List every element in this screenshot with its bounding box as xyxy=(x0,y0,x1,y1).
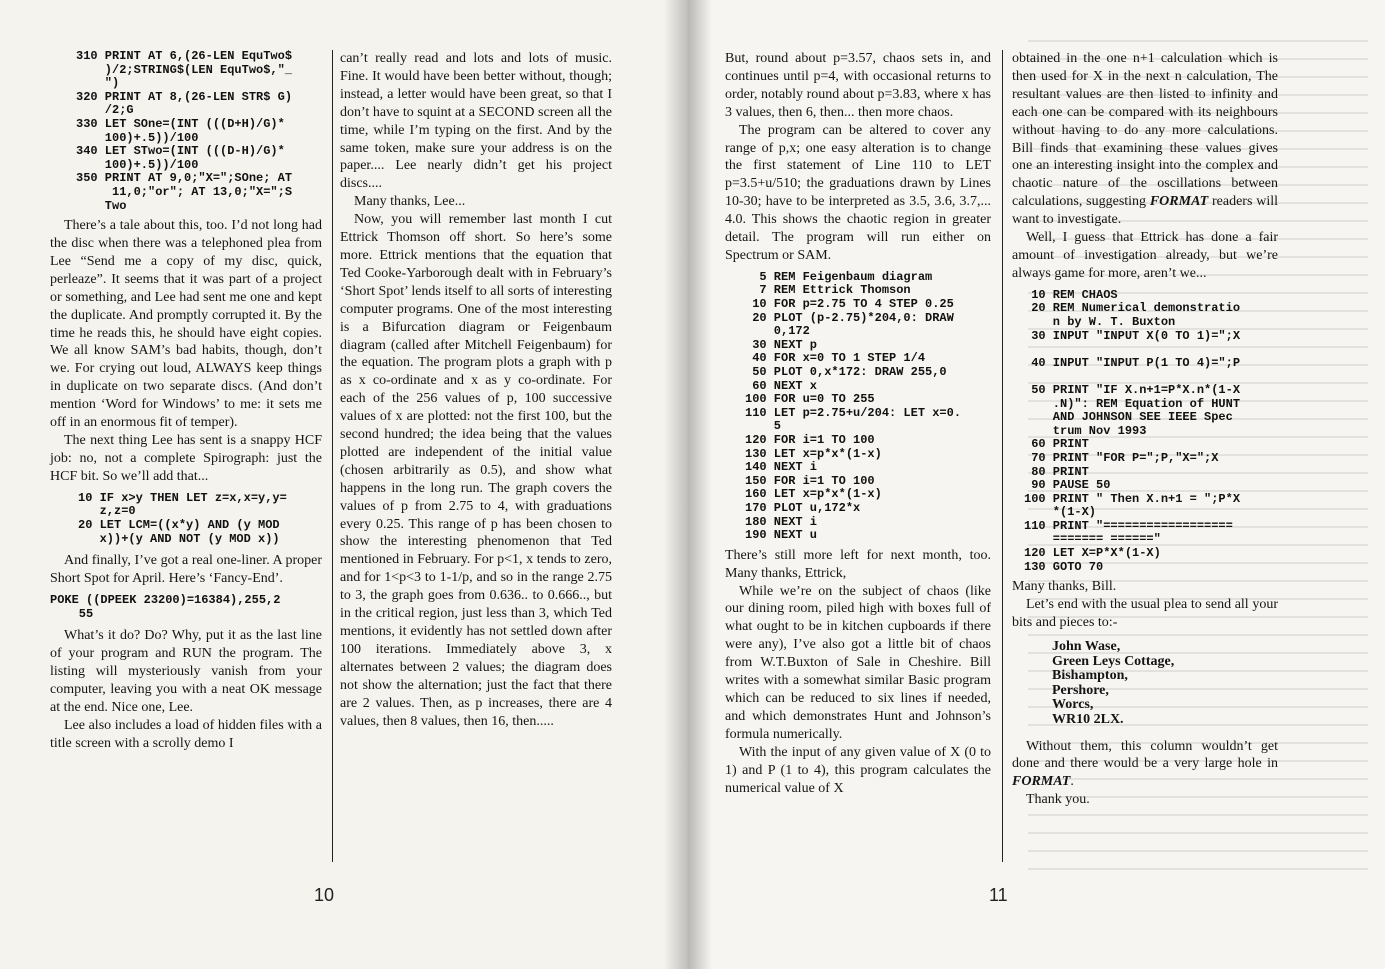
address-line: Worcs, xyxy=(1052,697,1094,713)
paragraph: There’s a tale about this, too. I’d not long had the disc when there was a telephoned plea from Lee “Send me a copy of my disc, quick, perleaze”. It seems that it was part of a project or something, and Lee had sent me one and kept the duplicate. And promptly corrupted it. By the time he reads this, he should have eight copies. We all know SAM’s bad habits, though, don’t we. For crying out loud, ALWAYS keep things in duplicate on two separate discs. (And don’t mention ‘Word for Windows’ to me: it sets me off in an enormous fit of temper). xyxy=(50,218,322,431)
address-line: John Wase, xyxy=(1052,638,1121,654)
code-listing-chaos: 10 REM CHAOS 20 REM Numerical demonstratio n by W. T. Buxton 30 INPUT "INPUT X(0 TO 1)=";X 40 INPUT "INPUT P(1 TO 4)=";P 50 PRINT "IF X.n+1=P*X.n*(1-X .N)": REM Equation of HUNT AND JOHNSON SEE IEEE Spec trum Nov 1993 60 PRINT 70 PRINT "FOR P=";P,"X=";X 80 PRINT 90 PAUSE 50 100 PRINT " Then X.n+1 = ";P*X *(1-X) 110 PRINT "================== ======= ======" 120 LET X=P*X*(1-X) 130 GOTO 70 xyxy=(1024,287,1241,574)
paragraph: Without them, this column wouldn’t get done and there would be a very large hole in FORMAT. xyxy=(1012,738,1278,790)
page-number: 10 xyxy=(314,885,335,905)
paragraph: Many thanks, Bill. xyxy=(1012,579,1117,595)
column-divider xyxy=(1002,50,1003,862)
paragraph: The next thing Lee has sent is a snappy HCF job: no, not a complete Spirograph: just the HCF bit. So we’ll add that... xyxy=(50,433,322,484)
page-number: 11 xyxy=(989,885,1008,905)
code-listing-hcf-display: 310 PRINT AT 6,(26-LEN EquTwo$ )/2;STRING$(LEN EquTwo$,"_ ") 320 PRINT AT 8,(26-LEN STR$ G) /2;G 330 LET SOne=(INT (((D+H)/G)* 100)+.5))/100 340 LET STwo=(INT (((D-H)/G)* 100)+.5))/100 350 PRINT AT 9,0;"X=";SOne; AT 11,0;"or"; AT 13,0;"X=";S Two xyxy=(76,49,293,213)
paragraph: Many thanks, Lee... xyxy=(354,194,466,210)
code-listing-feigenbaum: 5 REM Feigenbaum diagram 7 REM Ettrick Thomson 10 FOR p=2.75 TO 4 STEP 0.25 20 PLOT (p-2.75)*204,0: DRAW 0,172 30 NEXT p 40 FOR x=0 TO 1 STEP 1/4 50 PLOT 0,x*172: DRAW 255,0 60 NEXT x 100 FOR u=0 TO 255 110 LET p=2.75+u/204: LET x=0. 5 120 FOR i=1 TO 100 130 LET x=p*x*(1-x) 140 NEXT i 150 FOR i=1 TO 100 160 LET x=p*x*(1-x) 170 PLOT u,172*x 180 NEXT i 190 NEXT u xyxy=(745,269,962,543)
right-page xyxy=(688,0,1385,969)
column-divider xyxy=(332,50,333,862)
paragraph: obtained in the one n+1 calculation which is then used for X in the next n calculation, The resultant values are then listed to infinity and each one can be compared with its neighbours without having to do any more calculations. Bill finds that examining these values gives one an interesting insight into the complex and chaotic nature of the oscillations between calculations, suggesting FORMAT readers will want to investigate. xyxy=(1012,51,1278,228)
paragraph: And finally, I’ve got a real one-liner. A proper Short Spot for April. Here’s ‘Fancy-End’. xyxy=(50,553,322,586)
paragraph: But, round about p=3.57, chaos sets in, and continues until p=4, with occasional returns to order, notably round about p=3.83, where x has 3 values, then 6, then... then more chaos. xyxy=(725,51,991,120)
paragraph: Now, you will remember last month I cut Ettrick Thomson off short. So here’s some more. Ettrick mentions that the equation that Ted Cooke-Yarborough dealt with in February’s ‘Short Spot’ lends itself to all sorts of interesting computer programs. One of the most interesting is a Bifurcation diagram or Feigenbaum diagram (called after Mitchell Feigenbaum) for the equation. The program plots a graph with p as x co-ordinate and x as y co-ordinate. For each of the 256 values of p, 100 successive values of x are plotted: not the first 100, but the second hundred; the idea being that the values plotted are independent of the initial value (chosen arbitrarily as 0.5), and show what happens in the long run. The graph covers the values of p from 2.75 to 4, with graduations every 0.25. This range of p has been chosen to show the interesting phenomenon that Ted mentioned in February. For p<1, x tends to zero, and for 1<p<3 to 1-1/p, and so in the range 2.75 to 3, the graph goes from 0.636.. to 0.666.., but in the critical region, just less than 3, which Ted mentions, it evidently has not settled down after 100 iterations. Immediately above 3, x alternates between 2 values; the diagram does not show the alternation; just the fact that there are 2 values. Then, as p increases, there are 4 values, then 8 values, then 16, then..... xyxy=(340,212,612,729)
paragraph: Well, I guess that Ettrick has done a fair amount of investigation already, but we’re always game for more, aren’t we... xyxy=(1012,230,1278,281)
address-line: Bishampton, xyxy=(1052,668,1128,684)
format-magazine-name: FORMAT xyxy=(1149,194,1209,210)
paragraph: While we’re on the subject of chaos (like our dining room, piled high with boxes full of what ought to be in kitchen cupboards if there were any), I’ve also got a little bit of chaos from W.T.Buxton of Sale in Cheshire. Bill writes with a somewhat similar Basic program which can be reduced to six lines if needed, and which demonstrates Hunt and Johnson’s formula numerically. xyxy=(725,583,991,742)
paragraph: The program can be altered to cover any range of p,x; one easy alteration is to change the first statement of Line 110 to LET p=3.5+u/510; the graduations drawn by Lines 10-30; have to be interpreted as 3.5, 3.6, 3.7,... 4.0. This shows the chaotic region in greater detail. The program will run either on Spectrum or SAM. xyxy=(725,122,991,263)
paragraph: There’s still more left for next month, too. Many thanks, Ettrick, xyxy=(725,547,991,581)
address-line: WR10 2LX. xyxy=(1052,711,1124,727)
paragraph: What’s it do? Do? Why, put it as the last line of your program and RUN the program. The listing will mysteriously vanish from your computer, leaving you with a neat OK message at the end. Nice one, Lee. xyxy=(50,628,322,715)
left-column-1 xyxy=(50,50,322,752)
address-line: Green Leys Cottage, xyxy=(1052,653,1175,669)
left-column-2 xyxy=(340,50,612,730)
code-listing-poke: POKE ((DPEEK 23200)=16384),255,2 55 xyxy=(50,592,281,621)
address-block xyxy=(1052,640,1278,728)
paragraph: can’t really read and lots and lots of music. Fine. It would have been better without, though; instead, a letter would have been great, so that I don’t have to squint at a SECOND screen all the time, while I’m typing on the first. And by the same token, make sure your address is on the paper.... Lee nearly didn’t get his project discs.... xyxy=(340,51,612,192)
format-magazine-name: FORMAT xyxy=(1012,774,1071,790)
paragraph: With the input of any given value of X (0 to 1) and P (1 to 4), this program calculates the numerical value of X xyxy=(725,744,991,796)
paragraph: Lee also includes a load of hidden files with a title screen with a scrolly demo I xyxy=(50,717,322,751)
right-column-1 xyxy=(725,50,991,797)
code-listing-lcm: 10 IF x>y THEN LET z=x,x=y,y= z,z=0 20 LET LCM=((x*y) AND (y MOD x))+(y AND NOT (y MOD x)) xyxy=(78,490,287,546)
paragraph: Let’s end with the usual plea to send all your bits and pieces to:- xyxy=(1012,597,1278,631)
paragraph: Thank you. xyxy=(1026,792,1090,808)
address-line: Pershore, xyxy=(1052,682,1109,698)
right-column-2 xyxy=(1012,50,1278,809)
left-page xyxy=(0,0,688,969)
